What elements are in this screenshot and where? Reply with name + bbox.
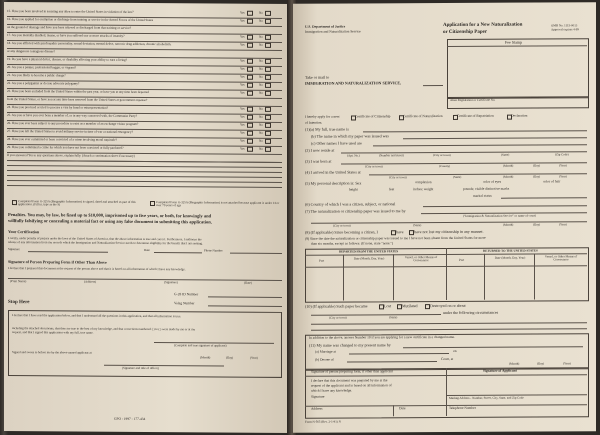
item-4: (4) I arrived in the United States at — [305, 169, 361, 175]
sub-street: (Number and street) — [379, 153, 404, 158]
eyes-label: color of eyes — [483, 179, 502, 184]
sub-year-3: (Year) — [559, 163, 567, 168]
question-text: 20. Are you a pauper, professional beggar, or vagrant? — [7, 65, 77, 70]
sub-year-4: (Year) — [559, 174, 567, 179]
certification-text: release of any information from my records which the Immigration and Naturalization Service needs to determine eligibility for the benefit that I am seeking. — [8, 240, 203, 246]
yes-checkbox[interactable] — [247, 67, 253, 72]
issue-place-line[interactable] — [311, 221, 587, 223]
explain-line — [7, 185, 282, 188]
no-checkbox[interactable] — [265, 91, 271, 96]
no-checkbox[interactable] — [265, 123, 271, 128]
no-label: No — [259, 114, 263, 119]
signature-line[interactable] — [28, 251, 108, 253]
alien-reg-label: Alien Registration or Certificate No. — [450, 97, 496, 102]
country-line[interactable] — [423, 205, 587, 207]
g325a-attached-checkbox[interactable] — [12, 200, 17, 205]
citizenship-option: Certificate of Citizenship — [355, 114, 391, 119]
footer-code: GPO : 1997 - 177-434 — [114, 416, 146, 421]
feet-label: feet — [389, 187, 395, 192]
no-checkbox[interactable] — [265, 139, 271, 144]
table-divider — [446, 248, 447, 300]
subscribed-text: Signed and sworn to before me by the above-named applicant at — [12, 350, 92, 355]
sub-year-11: (Year) — [563, 361, 571, 366]
question-text: 24. Have you procured or tried to procure a visa by fraud or misrepresentation? — [7, 105, 109, 110]
no-checkbox[interactable] — [265, 147, 271, 152]
explain-line — [7, 175, 282, 178]
question-list — [4, 2, 291, 158]
certification-title: Your Certification — [8, 229, 40, 235]
no-label: No — [259, 138, 263, 143]
form-title: Application for a New Naturalization — [443, 22, 523, 29]
stop-text: I declare that I have read the application below, and that I understand all the questions in this application, and that all information is true. — [12, 313, 182, 319]
item-1b: (b) The name in which my paper was issued was — [311, 133, 389, 139]
stop-title: Stop Here — [8, 300, 30, 306]
volag-label: Volag Number — [174, 301, 195, 306]
yes-label: Yes — [240, 106, 245, 111]
signature-label: Signature — [8, 247, 20, 252]
sub-city-3: (City or town) — [365, 164, 383, 169]
date-label: Date — [399, 406, 406, 411]
sub-state: (State) — [501, 152, 510, 157]
g28-line[interactable] — [208, 296, 282, 298]
sub-day-11: (Day) — [537, 361, 545, 366]
question-text: on the ground of alienage and have you been relieved or discharged from that training or service? — [7, 25, 132, 30]
preparer-title: Signature of Person Preparing Form if Other Than Above — [8, 259, 107, 265]
item-6: (6) Country of which I was a citizen, subject, or national — [305, 201, 396, 207]
no-label: No — [259, 42, 263, 47]
yes-checkbox[interactable] — [247, 43, 253, 48]
no-label: No — [259, 106, 263, 111]
fee-stamp-box — [447, 38, 589, 99]
no-label: No — [259, 122, 263, 127]
agency-subname: Immigration and Naturalization Service — [305, 29, 361, 34]
no-label: No — [259, 90, 263, 95]
pounds-label: pounds; visible distinctive marks — [463, 186, 510, 191]
form-title-2: or Citizenship Paper — [443, 29, 488, 36]
yes-label: Yes — [240, 114, 245, 119]
question-text: 23. Have you been excluded from the United States within the past year, or have you at any time been deported — [7, 89, 149, 95]
supplement-attached-text: Completed Form G-325A (Biographic Information) is signed, dated and attached as part of this application. (Fill in, type as the S) — [18, 199, 136, 207]
question-text: 22. Are you a polygamist or do you advocate polygamy? — [7, 81, 80, 86]
right-page — [293, 2, 596, 433]
preparer-text: which I have any knowledge. — [311, 388, 353, 393]
year-label: (Year) — [250, 355, 258, 360]
sub-city-7: (City or town) — [333, 223, 351, 228]
question-text: 15. Have you been involved in assisting any alien to enter the United States in violation of the law? — [7, 9, 134, 14]
address-label: Address — [311, 406, 323, 411]
yes-checkbox[interactable] — [247, 123, 253, 128]
of-intention: of Intention. — [305, 120, 323, 125]
stop-text: request, and that I signed this application with my full, true name. — [12, 330, 94, 335]
sub-month-7: (Month) — [503, 222, 514, 227]
have-label: have — [396, 229, 404, 235]
yes-label: Yes — [240, 122, 245, 127]
no-checkbox[interactable] — [265, 35, 271, 40]
sub-day-7: (Day) — [533, 222, 541, 227]
mailing-label: Mailing Address - Number, Street, City, State, and Zip Code — [449, 395, 524, 400]
no-label: No — [259, 10, 263, 15]
yes-checkbox[interactable] — [247, 131, 253, 136]
print-name-label: (Print Name) — [10, 279, 27, 284]
preparer-text: I declare that I prepared this document at the request of the person above and that it is based on all information of which I have any knowledge. — [8, 266, 186, 272]
address-label: (Address) — [84, 279, 97, 284]
item-2: (2) I now reside at — [305, 147, 335, 153]
col-vessel: Vessel, or Other Means of Conveyance — [404, 255, 438, 263]
sub-state-10: (State) — [389, 315, 398, 320]
date-col-line — [393, 405, 394, 416]
marital-line[interactable] — [501, 197, 587, 198]
inches-label: inches; weight — [413, 187, 434, 192]
col-date: Date (Month, Day, Year) — [353, 256, 385, 261]
telephone-label: Telephone Number — [449, 405, 476, 410]
fee-stamp-label: Fee Stamp — [505, 39, 522, 45]
complexion-label: complexion — [415, 180, 432, 185]
col-date-2: Date (Month, Day, Year) — [494, 255, 526, 260]
month-label: (Month) — [200, 355, 211, 360]
item-5: (5) My personal description is: Sex — [305, 180, 362, 186]
take-mail-label: Take or mail to — [305, 74, 330, 80]
omb-expiry: Approval expires 4-99 — [551, 27, 579, 32]
no-checkbox[interactable] — [265, 83, 271, 88]
applicant-signature-label: Signature of Applicant — [483, 368, 517, 373]
penalties-title: Penalties. You may, by law, be fined up to $10,000, imprisoned up to five years, or both, for knowingly and — [8, 212, 212, 219]
yes-label: Yes — [240, 34, 245, 39]
yes-label: Yes — [240, 146, 245, 151]
no-label: No — [259, 82, 263, 87]
question-text: or any dangerous contagious disease? — [7, 49, 55, 54]
sub-zip: (Zip Code) — [555, 152, 569, 157]
yes-label: Yes — [240, 138, 245, 143]
question-text: 27. Have you left the United States to avoid military service in time of war or national emergency? — [7, 129, 133, 134]
yes-label: Yes — [240, 82, 245, 87]
day-label: (Day) — [226, 355, 234, 360]
sub-apt: (Apt. No.) — [347, 153, 360, 158]
no-checkbox[interactable] — [265, 59, 271, 64]
col-line — [393, 254, 394, 300]
no-label: No — [259, 34, 263, 39]
certification-text: I certify, under penalty of perjury under the laws of the United States of America, that the above information is true and correct. Furthermore, I authorize the — [8, 236, 202, 242]
no-checkbox[interactable] — [265, 11, 271, 16]
date-line[interactable] — [154, 252, 202, 253]
lost-label: Lost — [384, 303, 392, 309]
explain-line — [7, 165, 282, 168]
yes-checkbox[interactable] — [247, 83, 253, 88]
hair-label: color of hair — [543, 179, 561, 184]
sub-year-7: (Year) — [559, 222, 567, 227]
no-label: No — [259, 18, 263, 23]
col-line — [534, 254, 535, 300]
apply-for-label: I hereby apply for a new: — [305, 114, 341, 119]
question-text: 25. Are you or have you ever been a member of, or in any way connected with, the Communist Party? — [7, 113, 138, 118]
col-port-2: Port — [459, 257, 465, 262]
yes-label: Yes — [240, 18, 245, 23]
mutilated-label: Mutilated — [402, 303, 418, 309]
item-9b: than six months, except as follows: (If none, state "none.") — [311, 241, 393, 246]
item-3: (3) I was born at — [305, 158, 332, 164]
ins-office-line[interactable] — [423, 85, 443, 86]
yes-checkbox[interactable] — [247, 59, 253, 64]
marital-label: marital status — [473, 193, 492, 198]
item-11: (11) My name was changed to my present name by — [309, 342, 391, 348]
question-text: 16. Have you applied for exemption or discharge from training or service in the Armed Forces of the United States — [7, 17, 154, 23]
sub-county-3: (County) — [439, 163, 451, 169]
ins-name: IMMIGRATION AND NATURALIZATION SERVICE, — [305, 80, 402, 86]
sub-month-11: (Month) — [509, 361, 520, 366]
no-checkbox[interactable] — [265, 67, 271, 72]
preparer-title: Signature of person preparing form, if other than applicant — [311, 369, 393, 374]
no-label: No — [259, 66, 263, 71]
sub-city-4: (City or town) — [389, 175, 407, 180]
officer-label: (Signature and title of officer) — [122, 365, 160, 371]
residence-line[interactable] — [341, 151, 587, 153]
sub-city-10: (City or town) — [329, 315, 347, 320]
question-text: 28. Have you ever committed or been convicted of a crime involving moral turpitude? — [7, 137, 117, 142]
preparer-signature-label: Signature — [311, 394, 325, 399]
marriage-label: (a) Marriage at — [315, 349, 336, 354]
date-label-2: (Date) — [244, 280, 252, 285]
item-1c: (c) Other names I have used are — [311, 140, 362, 146]
question-text: If you answered Yes to any questions above, explain fully. (Attach a continuation sheet if necessary) — [7, 153, 135, 158]
explain-line — [7, 170, 282, 173]
item-1a: (1)(a) My full, true name is — [305, 126, 349, 132]
destroyed-label: Destroyed on or about — [430, 302, 466, 309]
phone-label: Phone Number — [204, 248, 223, 253]
penalties-text: willfully falsifying or concealing a material fact or using any false document in submitting this application. — [8, 218, 212, 225]
yes-checkbox[interactable] — [247, 139, 253, 144]
yes-checkbox[interactable] — [247, 91, 253, 96]
preparer-text: request of the applicant and is based on all information of — [311, 383, 392, 388]
col-vessel-2: Vessel, or Other Means of Conveyance — [544, 254, 578, 262]
height-label: height — [349, 187, 358, 192]
g28-label: G-28 ID Number — [174, 292, 199, 297]
item-7: (7) The naturalization or citizenship paper was issued to me by — [305, 208, 406, 214]
decree-label: (b) Decree of — [315, 357, 334, 362]
sub-month-3: (Month) — [503, 163, 514, 168]
stop-text: including the attached documents, that they are true to the best of my knowledge, and that corrections numbered ( ) to ( ) were made by me or at my — [12, 326, 196, 332]
full-name-line[interactable] — [363, 130, 587, 132]
yes-checkbox[interactable] — [247, 75, 253, 80]
item-9: (9) Since the date the naturalization or citizenship paper was issued to me I have not been absent from the United States for more — [305, 235, 486, 241]
no-checkbox[interactable] — [265, 115, 271, 120]
left-page — [4, 2, 291, 433]
sub-city: (City or town) — [433, 152, 451, 158]
yes-checkbox[interactable] — [247, 19, 253, 24]
yes-label: Yes — [240, 58, 245, 63]
item-10: (10) (If applicable) Such paper became — [305, 303, 368, 309]
no-checkbox[interactable] — [265, 19, 271, 24]
sub-state-7: (State) — [413, 223, 422, 228]
question-text: from the United States, or have you at any time been removed from the United States at government expense? — [7, 97, 148, 102]
question-text: 29. Have you committed a crime for which you have not been convicted or fully pardoned? — [7, 145, 124, 150]
no-label: No — [259, 146, 263, 151]
no-label: No — [259, 58, 263, 63]
no-checkbox[interactable] — [265, 131, 271, 136]
yes-label: Yes — [240, 66, 245, 71]
no-label: No — [259, 74, 263, 79]
yes-checkbox[interactable] — [247, 11, 253, 16]
yes-label: Yes — [240, 130, 245, 135]
question-text: 19. Do you have a physical defect, disease, or disability affecting your ability to earn a living? — [7, 57, 128, 62]
declaration-option: Declaration — [511, 113, 528, 118]
form-id: Form N-565 (Rev. 2-1-91) N — [305, 419, 341, 424]
no-label: No — [259, 130, 263, 135]
no-checkbox[interactable] — [265, 75, 271, 80]
date-label: Date — [144, 247, 150, 253]
naturalization-option: Certificate of Naturalization — [403, 114, 443, 119]
issued-name-line[interactable] — [403, 137, 587, 139]
yes-checkbox[interactable] — [247, 35, 253, 40]
explain-line — [7, 180, 282, 183]
omb-number: OMB No. 1115-0013 — [551, 23, 578, 28]
have-not-label: have not lost my citizenship in any manner. — [414, 228, 484, 235]
sub-day-4: (Day) — [533, 174, 541, 179]
yes-label: Yes — [240, 90, 245, 95]
complete-sig-label: (Complete and true signature of applicant) — [174, 343, 227, 348]
question-text: 21. Are you likely to become a public charge? — [7, 73, 66, 78]
no-checkbox[interactable] — [265, 43, 271, 48]
sub-day-3: (Day) — [533, 163, 541, 168]
g325a-not-attached-checkbox[interactable] — [150, 201, 155, 206]
yes-label: Yes — [240, 74, 245, 79]
under-circumstances: under the following circumstances — [443, 309, 499, 316]
supplement-not-attached-text: Completed Form G-325A (Biographic Information) is not attached because applicant is under 14 or over 79 years of age — [156, 200, 280, 208]
repatriation-option: Certificate of Repatriation — [457, 113, 494, 118]
returned-header: RETURNED TO THE UNITED STATES — [483, 248, 538, 253]
col-line — [484, 254, 485, 300]
sub-month-4: (Month) — [503, 174, 514, 179]
court-at-label: Court, at — [441, 356, 454, 362]
phone-line[interactable] — [230, 253, 282, 254]
agency-name: U.S. Department of Justice — [305, 24, 346, 29]
sig-label: (Signature) — [164, 280, 178, 285]
yes-checkbox[interactable] — [247, 147, 253, 152]
yes-label: Yes — [240, 42, 245, 47]
question-text: 26. Have you ever been subject to any procedure to exist as a member of an exchange visitor program? — [7, 121, 139, 126]
on-label: on — [453, 348, 457, 353]
no-checkbox[interactable] — [265, 107, 271, 112]
col-port: Port — [319, 258, 325, 263]
yes-checkbox[interactable] — [247, 107, 253, 112]
other-names-line[interactable] — [373, 144, 587, 146]
circumstance-line[interactable] — [311, 322, 587, 324]
item-7-sub: ("Immigration & Naturalization Service" or name of court) — [463, 213, 537, 218]
question-text: 18. Are you afflicted with psychopathic personality, sexual deviation, mental defect, narcotic drug addiction, chronic alcoholism, — [7, 41, 172, 47]
yes-label: Yes — [240, 10, 245, 15]
item-8: (8) (If applicable) Since becoming a citizen, I — [305, 229, 378, 235]
col-line — [343, 255, 344, 301]
volag-line[interactable] — [208, 305, 282, 307]
sub-state-4: (State) — [453, 174, 462, 179]
departed-header: DEPARTED FROM THE UNITED STATES — [339, 249, 399, 254]
circumstance-line[interactable] — [311, 328, 587, 330]
preparer-text: I declare that this document was prepared by me at the — [311, 378, 388, 383]
name-change-instruction: In addition to the above, answer Number 10 if you are applying for a new certificate in a changed name. — [309, 334, 455, 340]
yes-checkbox[interactable] — [247, 115, 253, 120]
question-text: 17. Are you mentally disabled, insane, or have you suffered one or more attacks of insanity? — [7, 33, 125, 38]
